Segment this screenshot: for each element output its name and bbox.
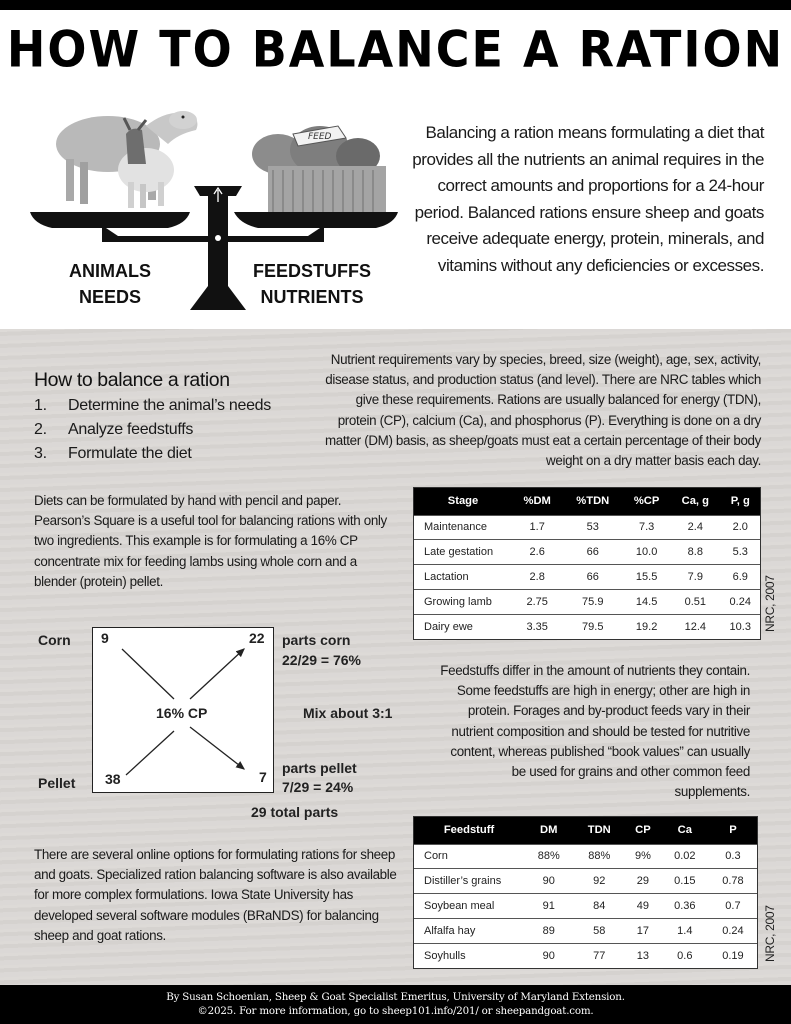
pellet-percent: 7/29 = 24% <box>282 779 354 795</box>
right-pan-icon <box>234 212 398 228</box>
table-cell: 0.24 <box>721 589 760 614</box>
table-cell: 10.3 <box>721 614 760 639</box>
corn-cp-value: 9 <box>101 630 109 646</box>
table-cell: Growing lamb <box>414 589 512 614</box>
intro-paragraph: Balancing a ration means formulating a diet that provides all the nutrients an animal requires in the correct amounts and proportions for a 24-hour period. Balanced rations ensure sheep and goats receive adequate energy, protein, minerals, and vitamins without any deficiencies or excesses. <box>412 123 764 275</box>
table-cell: 66 <box>562 540 623 565</box>
table-cell: 92 <box>573 869 625 894</box>
table-cell: 12.4 <box>670 614 720 639</box>
column-header: Ca, g <box>670 488 720 515</box>
feed-and-hay-icon <box>252 126 386 221</box>
column-header: DM <box>524 817 573 844</box>
table-cell: 6.9 <box>721 565 760 590</box>
step-text: Formulate the diet <box>68 445 192 462</box>
target-cp: 16% CP <box>156 705 208 721</box>
requirements-paragraph: Nutrient requirements vary by species, breed, size (weight), age, sex, activity, disease status, and production status (and level). There are NRC tables which give these requirements. Rations are usually balanced for energy (TDN), protein (CP), calcium (Ca), and phosphorus (P). Everything is done on a dry matter (DM) basis, as sheep/goats must eat a certain percentage of their body weight on a dry matter basis each day. <box>324 352 761 469</box>
page-title: HOW TO BALANCE A RATION <box>6 19 785 79</box>
column-header: %CP <box>623 488 670 515</box>
arrow-down-right <box>190 727 244 769</box>
table-cell: 8.8 <box>670 540 720 565</box>
table-cell: 15.5 <box>623 565 670 590</box>
table-cell: 17 <box>625 918 661 943</box>
step-item <box>34 394 271 418</box>
step-item <box>34 418 271 442</box>
table-cell: 7.3 <box>623 515 670 540</box>
table-cell: Late gestation <box>414 540 512 565</box>
table-cell: 88% <box>524 844 573 869</box>
column-header: CP <box>625 817 661 844</box>
table-header-row <box>414 817 757 844</box>
table-cell: 0.78 <box>709 869 757 894</box>
table-cell: 66 <box>562 565 623 590</box>
corn-parts-label: parts corn <box>282 632 351 648</box>
table-cell: 49 <box>625 894 661 919</box>
table-cell: 0.6 <box>661 943 709 968</box>
label-line: FEEDSTUFFS <box>252 261 371 281</box>
svg-text:FEED: FEED <box>308 132 332 142</box>
pellet-parts-label: parts pellet <box>282 760 357 776</box>
table-cell: 89 <box>524 918 573 943</box>
table-cell: Alfalfa hay <box>414 918 524 943</box>
table-header-row <box>414 488 760 515</box>
table-cell: Lactation <box>414 565 512 590</box>
column-header: Ca <box>661 817 709 844</box>
table-row <box>414 540 760 565</box>
step-number: 2. <box>34 421 47 438</box>
table-cell: 91 <box>524 894 573 919</box>
table-cell: 90 <box>524 869 573 894</box>
table-cell: 58 <box>573 918 625 943</box>
steps-heading: How to balance a ration <box>34 369 230 391</box>
table-cell: 75.9 <box>562 589 623 614</box>
footer-credit: By Susan Schoenian, Sheep & Goat Specialist Emeritus, University of Maryland Extension. <box>166 991 625 1003</box>
label-line: ANIMALS <box>69 261 151 281</box>
table-cell: 0.7 <box>709 894 757 919</box>
pellet-parts-value: 7 <box>259 769 267 785</box>
corn-percent: 22/29 = 76% <box>282 652 362 668</box>
table-cell: 5.3 <box>721 540 760 565</box>
table-cell: 77 <box>573 943 625 968</box>
table-cell: 84 <box>573 894 625 919</box>
table-cell: Distiller’s grains <box>414 869 524 894</box>
table-row <box>414 614 760 639</box>
column-header: %TDN <box>562 488 623 515</box>
table-row <box>414 869 757 894</box>
label-line: NEEDS <box>78 287 141 307</box>
table-cell: 2.0 <box>721 515 760 540</box>
table-cell: 2.6 <box>512 540 562 565</box>
table-cell: Corn <box>414 844 524 869</box>
table-cell: Soybean meal <box>414 894 524 919</box>
column-header: Feedstuff <box>414 817 524 844</box>
mix-ratio-note: Mix about 3:1 <box>303 705 393 721</box>
pellet-label: Pellet <box>38 775 76 791</box>
animals-needs-label <box>60 258 160 310</box>
column-header: P <box>709 817 757 844</box>
table-cell: Soyhulls <box>414 943 524 968</box>
table-cell: 0.15 <box>661 869 709 894</box>
diet-paragraph: Diets can be formulated by hand with pencil and paper. Pearson’s Square is a useful tool for balancing rations with only two ingredients. This example is for formulating a 16% CP concentrate mix for feeding lambs using whole corn and a blender (protein) pellet. <box>34 493 387 589</box>
table-cell: 90 <box>524 943 573 968</box>
corn-parts-value: 22 <box>249 630 265 646</box>
table-row <box>414 589 760 614</box>
table-cell: 10.0 <box>623 540 670 565</box>
step-text: Analyze feedstuffs <box>68 421 194 438</box>
table-row <box>414 515 760 540</box>
table-cell: 0.24 <box>709 918 757 943</box>
online-options-paragraph: There are several online options for formulating rations for sheep and goats. Specialized ration balancing software is also available for more complex formulations. Iowa State University has developed several software modules (BRaNDS) for balancing sheep and goat rations. <box>34 847 397 943</box>
table-cell: 2.4 <box>670 515 720 540</box>
table-cell: 3.35 <box>512 614 562 639</box>
total-parts: 29 total parts <box>251 804 339 820</box>
column-header: TDN <box>573 817 625 844</box>
table-cell: 19.2 <box>623 614 670 639</box>
arrow-line <box>126 731 174 775</box>
requirements-table <box>414 488 760 639</box>
corn-label: Corn <box>38 632 71 648</box>
table-cell: 2.8 <box>512 565 562 590</box>
table-cell: 13 <box>625 943 661 968</box>
table-cell: 0.51 <box>670 589 720 614</box>
table-cell: 9% <box>625 844 661 869</box>
feedstuffs-nutrients-label <box>252 258 372 310</box>
table-row <box>414 894 757 919</box>
left-pan-icon <box>30 212 190 228</box>
step-text: Determine the animal’s needs <box>68 397 271 414</box>
table-cell: 2.75 <box>512 589 562 614</box>
table-cell: 88% <box>573 844 625 869</box>
footer <box>0 985 791 1024</box>
column-header: Stage <box>414 488 512 515</box>
table-cell: Maintenance <box>414 515 512 540</box>
top-bar <box>0 0 791 10</box>
table-cell: 1.7 <box>512 515 562 540</box>
step-number: 1. <box>34 397 47 414</box>
table-cell: 79.5 <box>562 614 623 639</box>
step-item <box>34 442 271 466</box>
arrow-up-right <box>190 649 244 699</box>
table-cell: Dairy ewe <box>414 614 512 639</box>
step-number: 3. <box>34 445 47 462</box>
table-row <box>414 943 757 968</box>
feedstuffs-paragraph: Feedstuffs differ in the amount of nutrients they contain. Some feedstuffs are high in energy; other are high in protein. Forages and by-product feeds vary in their nutrient composition and should be tested for nutritive content, whereas published “book values” can usually be used for grains and other common feed supplements. <box>440 663 750 800</box>
table-cell: 1.4 <box>661 918 709 943</box>
table-row <box>414 918 757 943</box>
column-header: P, g <box>721 488 760 515</box>
footer-info: ©2025. For more information, go to sheep101.info/201/ or sheepandgoat.com. <box>197 1005 594 1017</box>
table-cell: 14.5 <box>623 589 670 614</box>
table-row <box>414 844 757 869</box>
label-line: NUTRIENTS <box>260 287 364 307</box>
arrow-line <box>122 649 174 699</box>
requirements-source: NRC, 2007 <box>763 575 777 632</box>
table-cell: 0.3 <box>709 844 757 869</box>
table-cell: 0.19 <box>709 943 757 968</box>
column-header: %DM <box>512 488 562 515</box>
feedstuffs-source: NRC, 2007 <box>763 905 777 962</box>
steps-list <box>34 369 271 466</box>
pellet-cp-value: 38 <box>105 771 121 787</box>
table-cell: 29 <box>625 869 661 894</box>
feedstuffs-table <box>414 817 757 968</box>
table-cell: 0.36 <box>661 894 709 919</box>
table-cell: 53 <box>562 515 623 540</box>
table-row <box>414 565 760 590</box>
table-cell: 0.02 <box>661 844 709 869</box>
table-cell: 7.9 <box>670 565 720 590</box>
